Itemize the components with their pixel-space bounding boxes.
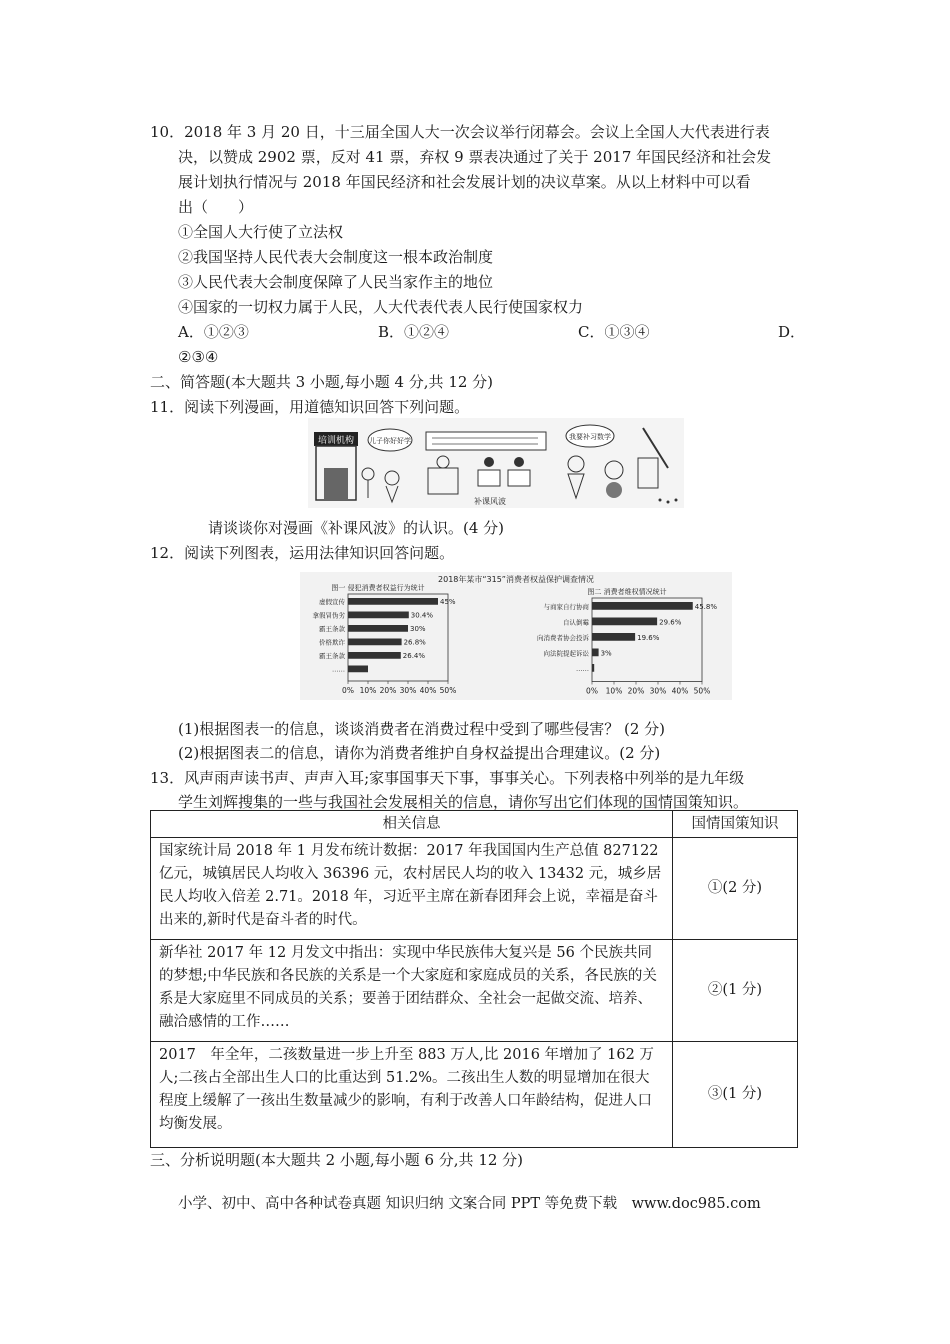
data-label: 30%	[410, 625, 426, 634]
x-tick-label: 0%	[586, 686, 598, 696]
table-header-info: 相关信息	[151, 811, 673, 838]
category-label: 向消费者协会投诉	[537, 633, 589, 642]
data-label: 19.6%	[637, 633, 660, 642]
table-cell-info: 2017 年全年，二孩数量进一步上升至 883 万人,比 2016 年增加了 162 万人;二孩占全部出生人口的比重达到 51.2%。二孩出生人数的明显增加在很大程度上缓解了一孩出生数量减少的影响，有利于改善人口年龄结构，促进人口均衡发展。	[151, 1042, 673, 1148]
table-row	[151, 940, 798, 1042]
data-label: 45%	[440, 598, 456, 607]
chart-main-title: 2018年某市“315”消费者权益保护调查情况	[438, 575, 594, 584]
q10-item-4: ④国家的一切权力属于人民，人大代表代表人民行使国家权力	[178, 298, 584, 316]
q11-stem: 11．阅读下列漫画，用道德知识回答下列问题。	[150, 398, 470, 416]
q13-line-2: 学生刘辉搜集的一些与我国社会发展相关的信息，请你写出它们体现的国情国策知识。	[178, 793, 749, 811]
section-2-heading: 二、简答题(本大题共 3 小题,每小题 4 分,共 12 分)	[150, 373, 494, 391]
bar	[592, 602, 693, 610]
data-label: 26.8%	[403, 638, 426, 647]
x-tick-label: 20%	[627, 686, 645, 696]
x-tick-label: 40%	[671, 686, 689, 696]
category-label: 价格欺诈	[319, 638, 345, 647]
chart-subtitle: 图二 消费者维权情况统计	[587, 588, 667, 596]
q10-item-2: ②我国坚持人民代表大会制度这一根本政治制度	[178, 248, 494, 266]
bar	[592, 618, 657, 626]
q10-option-d-text: ②③④	[178, 348, 219, 366]
bar	[348, 612, 409, 619]
q10-line-2: 决，以赞成 2902 票，反对 41 票，弃权 9 票表决通过了关于 2017 年国民经济和社会发	[178, 148, 772, 166]
page-footer: 小学、初中、高中各种试卷真题 知识归纳 文案合同 PPT 等免费下载 www.doc985.com	[178, 1196, 761, 1212]
table-cell-info: 国家统计局 2018 年 1 月发布统计数据：2017 年我国国内生产总值 827122 亿元，城镇居民人均收入 36396 元，农村居民人均的收入 13432 元，城乡居民人均收入倍差 2.71。2018 年，习近平主席在新春团拜会上说，幸福是奋斗出来的,新时代是奋斗者的时代。	[151, 838, 673, 940]
x-tick-label: 10%	[359, 686, 377, 695]
q10-option-d: D．	[778, 323, 806, 341]
table-cell-score: ③(1 分)	[673, 1042, 798, 1148]
data-label: 26.4%	[402, 652, 426, 661]
q10-option-b: B．①②④	[378, 323, 450, 341]
table-cell-score: ②(1 分)	[673, 940, 798, 1042]
x-tick-label: 40%	[419, 686, 437, 695]
q10-line-4: 出（ ）	[178, 198, 254, 216]
national-policy-table	[150, 810, 798, 1148]
q11-question: 请谈谈你对漫画《补课风波》的认识。(4 分)	[208, 519, 505, 537]
cartoon-buke-fengbo	[308, 418, 684, 508]
q10-option-a: A．①②③	[178, 323, 249, 341]
q10-option-c: C．①③④	[578, 323, 650, 341]
bar	[592, 649, 599, 657]
category-label: 虚假宣传	[319, 598, 345, 607]
bar	[348, 666, 368, 673]
data-label: 29.6%	[659, 618, 682, 627]
cartoon-bubble-2: 我要补习数学	[569, 433, 611, 441]
chart-subtitle: 图一 侵犯消费者权益行为统计	[331, 584, 425, 592]
category-label: 向法院提起诉讼	[543, 649, 589, 658]
bar	[592, 664, 594, 672]
q12-stem: 12．阅读下列图表，运用法律知识回答问题。	[150, 544, 455, 562]
category-label: ……	[576, 664, 589, 673]
data-label: 45.8%	[694, 602, 718, 611]
x-tick-label: 50%	[693, 686, 711, 696]
consumer-rights-charts	[300, 572, 732, 700]
table-header-knowledge: 国情国策知识	[673, 811, 798, 838]
bar	[348, 652, 401, 659]
table-cell-info: 新华社 2017 年 12 月发文中指出：实现中华民族伟大复兴是 56 个民族共同的梦想;中华民族和各民族的关系是一个大家庭和家庭成员的关系，各民族的关系是大家庭里不同成员的关系；要善于团结群众、全社会一起做交流、培养、融洽感情的工作……	[151, 940, 673, 1042]
table-row	[151, 838, 798, 940]
category-label: 自认倒霉	[563, 618, 589, 627]
q12-sub-2: (2)根据图表二的信息，请你为消费者维护自身权益提出合理建议。(2 分)	[178, 744, 661, 762]
q10-line-3: 展计划执行情况与 2018 年国民经济和社会发展计划的决议草案。从以上材料中可以看	[178, 173, 751, 191]
category-label: 霸王条款	[319, 625, 345, 634]
bar	[348, 625, 408, 632]
x-tick-label: 10%	[605, 686, 623, 696]
q13-line-1: 13．风声雨声读书声、声声入耳;家事国事天下事，事事关心。下列表格中列举的是九年级	[150, 769, 745, 787]
table-cell-score: ①(2 分)	[673, 838, 798, 940]
table-row	[151, 1042, 798, 1148]
section-3-heading: 三、分析说明题(本大题共 2 小题,每小题 6 分,共 12 分)	[150, 1151, 524, 1169]
q10-item-1: ①全国人大行使了立法权	[178, 223, 344, 241]
x-tick-label: 20%	[379, 686, 397, 695]
category-label: 霸王条款	[319, 652, 345, 661]
q10-item-3: ③人民代表大会制度保障了人民当家作主的地位	[178, 273, 494, 291]
table-header-row	[151, 811, 798, 838]
cartoon-shop-sign: 培训机构	[317, 436, 355, 446]
bar	[592, 633, 635, 641]
category-label: 与商家自行协商	[543, 602, 589, 611]
x-tick-label: 50%	[439, 686, 457, 695]
q12-sub-1: (1)根据图表一的信息，谈谈消费者在消费过程中受到了哪些侵害？ (2 分)	[178, 720, 666, 738]
data-label: 30.4%	[410, 611, 434, 620]
x-tick-label: 30%	[649, 686, 667, 696]
category-label: ……	[332, 665, 345, 674]
x-tick-label: 0%	[342, 686, 354, 695]
cartoon-caption: 补课风波	[474, 497, 506, 506]
x-tick-label: 30%	[399, 686, 417, 695]
bar	[348, 639, 402, 646]
category-label: 拿假冒伪劣	[312, 611, 345, 620]
q10-line-1: 10．2018 年 3 月 20 日，十三届全国人大一次会议举行闭幕会。会议上全国人大代表进行表	[150, 123, 770, 141]
bar	[348, 598, 438, 605]
data-label: 3%	[600, 649, 612, 658]
cartoon-bubble-1: 儿子你好好学	[369, 437, 411, 445]
